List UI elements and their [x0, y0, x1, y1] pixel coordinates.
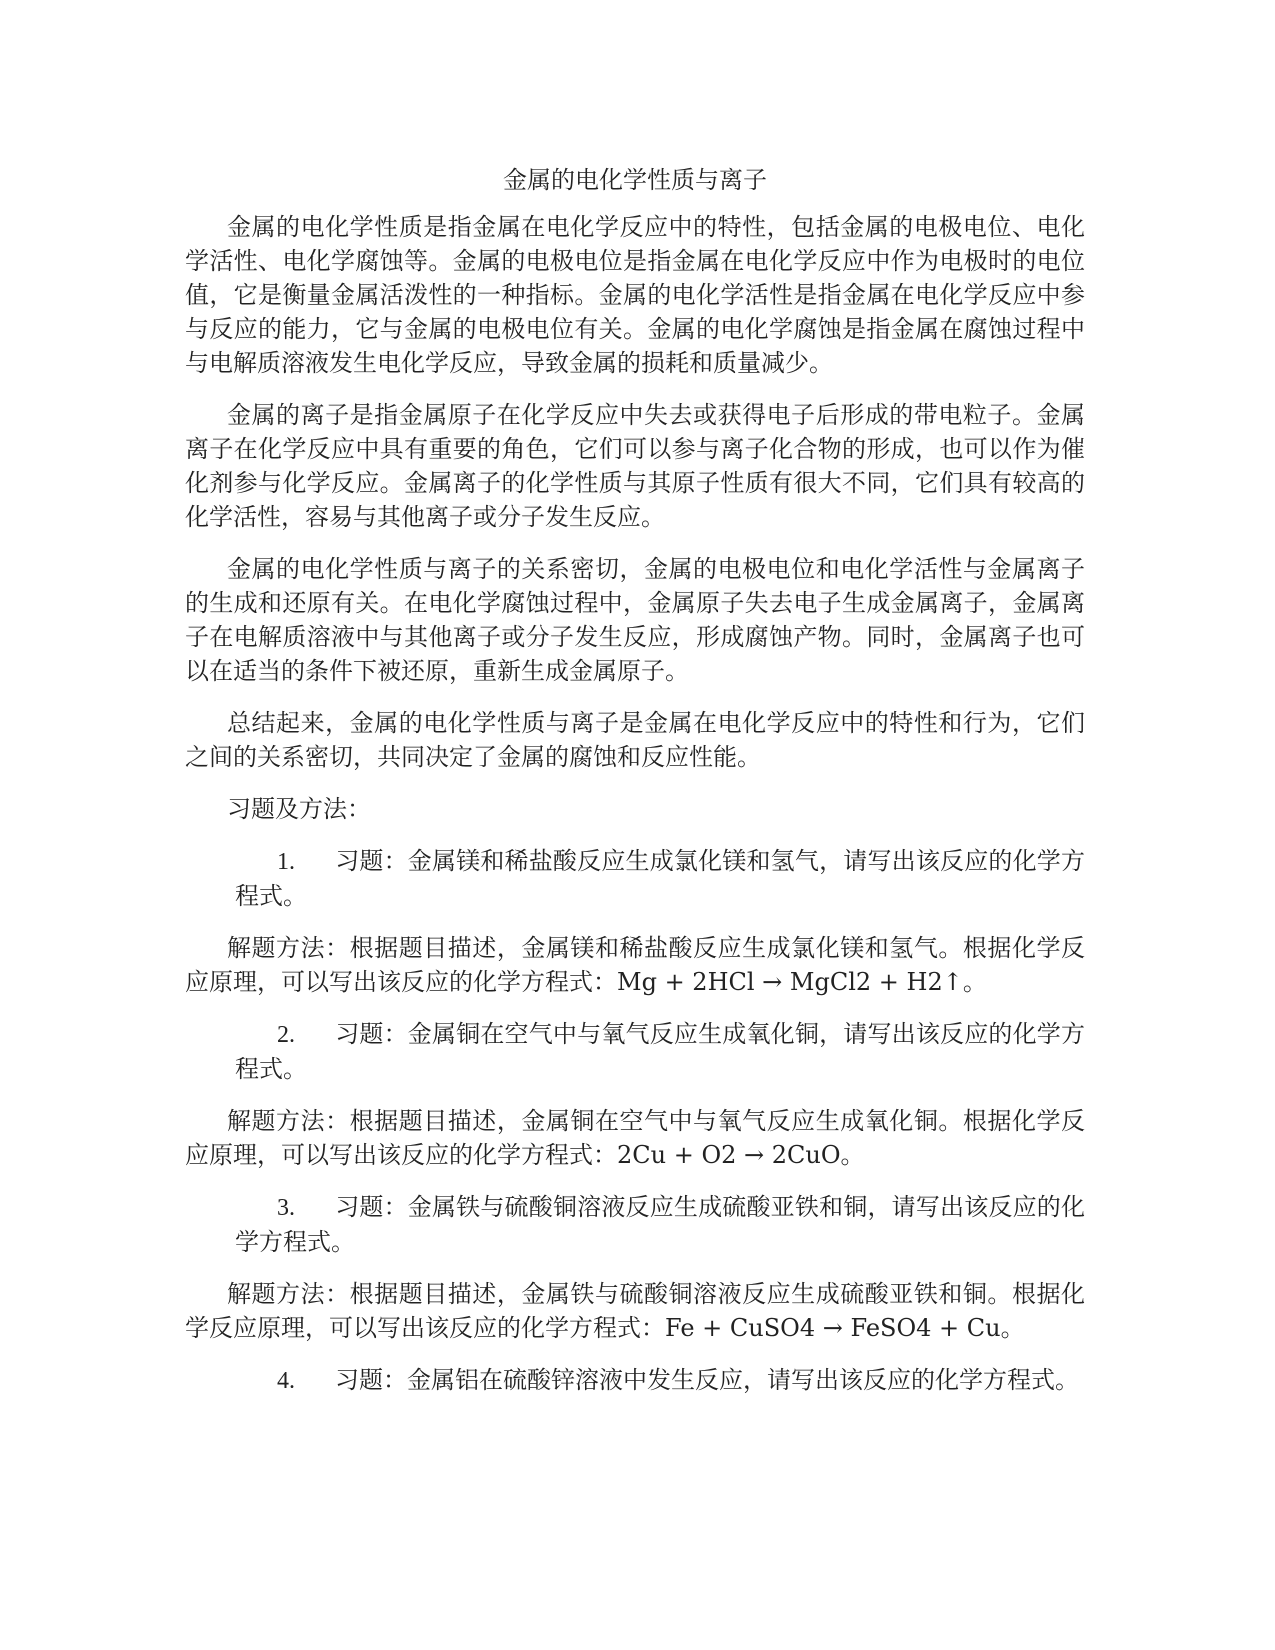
exercise-problem-text: 习题：金属镁和稀盐酸反应生成氯化镁和氢气，请写出该反应的化学方程式。	[235, 847, 1085, 910]
exercise-problem-text: 习题：金属铜在空气中与氧气反应生成氧化铜，请写出该反应的化学方程式。	[235, 1020, 1085, 1083]
paragraph-relationship: 金属的电化学性质与离子的关系密切，金属的电极电位和电化学活性与金属离子的生成和还原有关。在电化学腐蚀过程中，金属原子失去电子生成金属离子，金属离子在电解质溶液中与其他离子或分子发生反应，形成腐蚀产物。同时，金属离子也可以在适当的条件下被还原，重新生成金属原子。	[185, 555, 1085, 685]
paragraph-metal-ions: 金属的离子是指金属原子在化学反应中失去或获得电子后形成的带电粒子。金属离子在化学反应中具有重要的角色，它们可以参与离子化合物的形成，也可以作为催化剂参与化学反应。金属离子的化学性质与其原子性质有很大不同，它们具有较高的化学活性，容易与其他离子或分子发生反应。	[185, 401, 1085, 531]
exercise-1-problem	[185, 844, 1085, 913]
exercise-2-solution: 解题方法：根据题目描述，金属铜在空气中与氧气反应生成氧化铜。根据化学反应原理，可以写出该反应的化学方程式：2Cu + O2 → 2CuO。	[185, 1107, 1085, 1169]
document-body	[185, 160, 1085, 1416]
document-title: 金属的电化学性质与离子	[503, 166, 767, 194]
exercise-problem-text: 习题：金属铁与硫酸铜溶液反应生成硫酸亚铁和铜，请写出该反应的化学方程式。	[235, 1193, 1085, 1256]
exercises-heading: 习题及方法：	[227, 795, 371, 823]
exercise-1-solution: 解题方法：根据题目描述，金属镁和稀盐酸反应生成氯化镁和氢气。根据化学反应原理，可以写出该反应的化学方程式：Mg + 2HCl → MgCl2 + H2↑。	[185, 934, 1085, 996]
exercise-number: 4.	[277, 1368, 295, 1394]
exercise-4-problem	[185, 1363, 1085, 1398]
exercise-3-solution: 解题方法：根据题目描述，金属铁与硫酸铜溶液反应生成硫酸亚铁和铜。根据化学反应原理，可以写出该反应的化学方程式：Fe + CuSO4 → FeSO4 + Cu。	[185, 1280, 1085, 1342]
exercise-number: 3.	[277, 1195, 295, 1221]
exercise-problem-text: 习题：金属铝在硫酸锌溶液中发生反应，请写出该反应的化学方程式。	[335, 1366, 1079, 1394]
paragraph-electrochemical-properties: 金属的电化学性质是指金属在电化学反应中的特性，包括金属的电极电位、电化学活性、电化学腐蚀等。金属的电极电位是指金属在电化学反应中作为电极时的电位值，它是衡量金属活泼性的一种指标。金属的电化学活性是指金属在电化学反应中参与反应的能力，它与金属的电极电位有关。金属的电化学腐蚀是指金属在腐蚀过程中与电解质溶液发生电化学反应，导致金属的损耗和质量减少。	[185, 213, 1085, 377]
exercise-2-problem	[185, 1017, 1085, 1086]
paragraph-summary: 总结起来，金属的电化学性质与离子是金属在电化学反应中的特性和行为，它们之间的关系密切，共同决定了金属的腐蚀和反应性能。	[185, 709, 1085, 771]
exercise-3-problem	[185, 1190, 1085, 1259]
exercise-number: 1.	[277, 849, 295, 875]
exercise-number: 2.	[277, 1022, 295, 1048]
